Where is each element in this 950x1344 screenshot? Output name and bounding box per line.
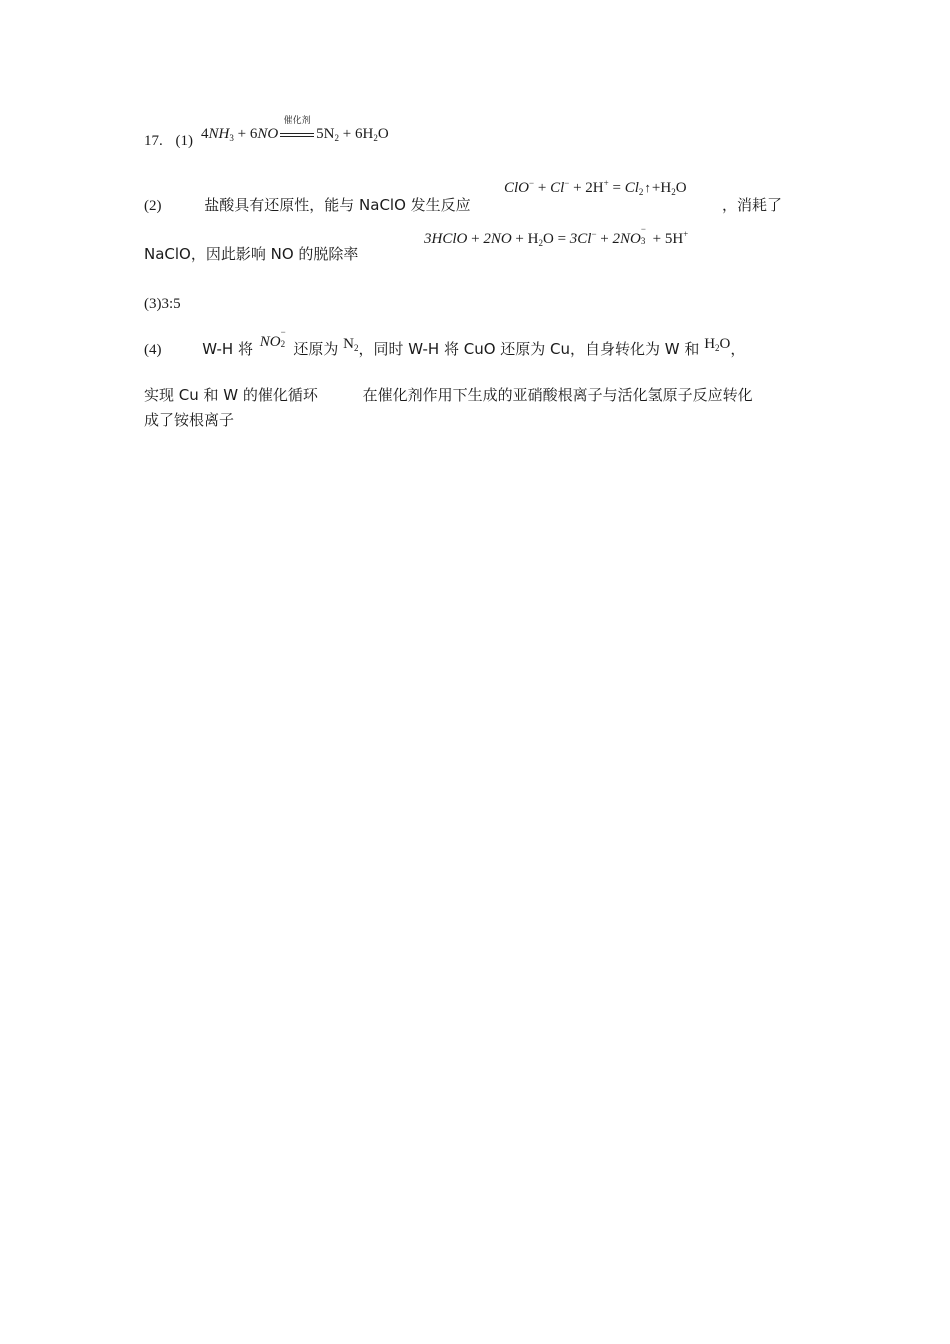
part-2-text-c: NaClO，因此影响 NO 的脱除率 — [144, 245, 359, 263]
catalyst-arrow — [280, 116, 314, 138]
part-1-label: (1) — [175, 133, 194, 149]
question-17-part-2 — [144, 195, 471, 216]
question-17-part-3: (3)3:5 — [144, 296, 181, 312]
equation-2b: 3HClO + $2NO + H_2O = 3Cl^- + 2NO$ − 3 + 5H+ — [424, 224, 689, 248]
nitrite-formula: NO − 2 — [259, 327, 286, 350]
nitrogen-formula: $N_2$ — [343, 336, 359, 353]
gas-arrow-icon: ↑ — [644, 180, 651, 195]
part-4-line-2: 实现 Cu 和 W 的催化循环 在催化剂作用下生成的亚硝酸根离子与活化氢原子反应转化 — [144, 386, 753, 404]
question-17-part-4: (4) W-H 将 NO − 2 还原为 $N_2$，同时 W-H 将 CuO 还原为 Cu，自身转化为 W 和 $H_2O$， — [144, 327, 746, 358]
part-4-line-3: 成了铵根离子 — [144, 411, 235, 429]
question-17-part-1 — [144, 130, 193, 151]
catalyst-label: 催化剂 — [283, 116, 311, 126]
part-2-text-b: ，消耗了 — [722, 196, 783, 214]
water-formula: $H_2O$ — [704, 336, 731, 353]
equation-2a: $ClO^- + Cl^- + 2H^+ = Cl_2↑+H_2O$ — [504, 178, 687, 197]
part-4-label: (4) — [144, 342, 162, 358]
part-2-label: (2) — [144, 198, 162, 214]
question-number: 17. — [144, 133, 163, 149]
equation-1: $4NH_3 + 6NO$ 催化剂 $5N_2 + 6H_2O$ — [201, 126, 389, 143]
part-2-text-a: 盐酸具有还原性，能与 NaClO 发生反应 — [204, 196, 471, 214]
